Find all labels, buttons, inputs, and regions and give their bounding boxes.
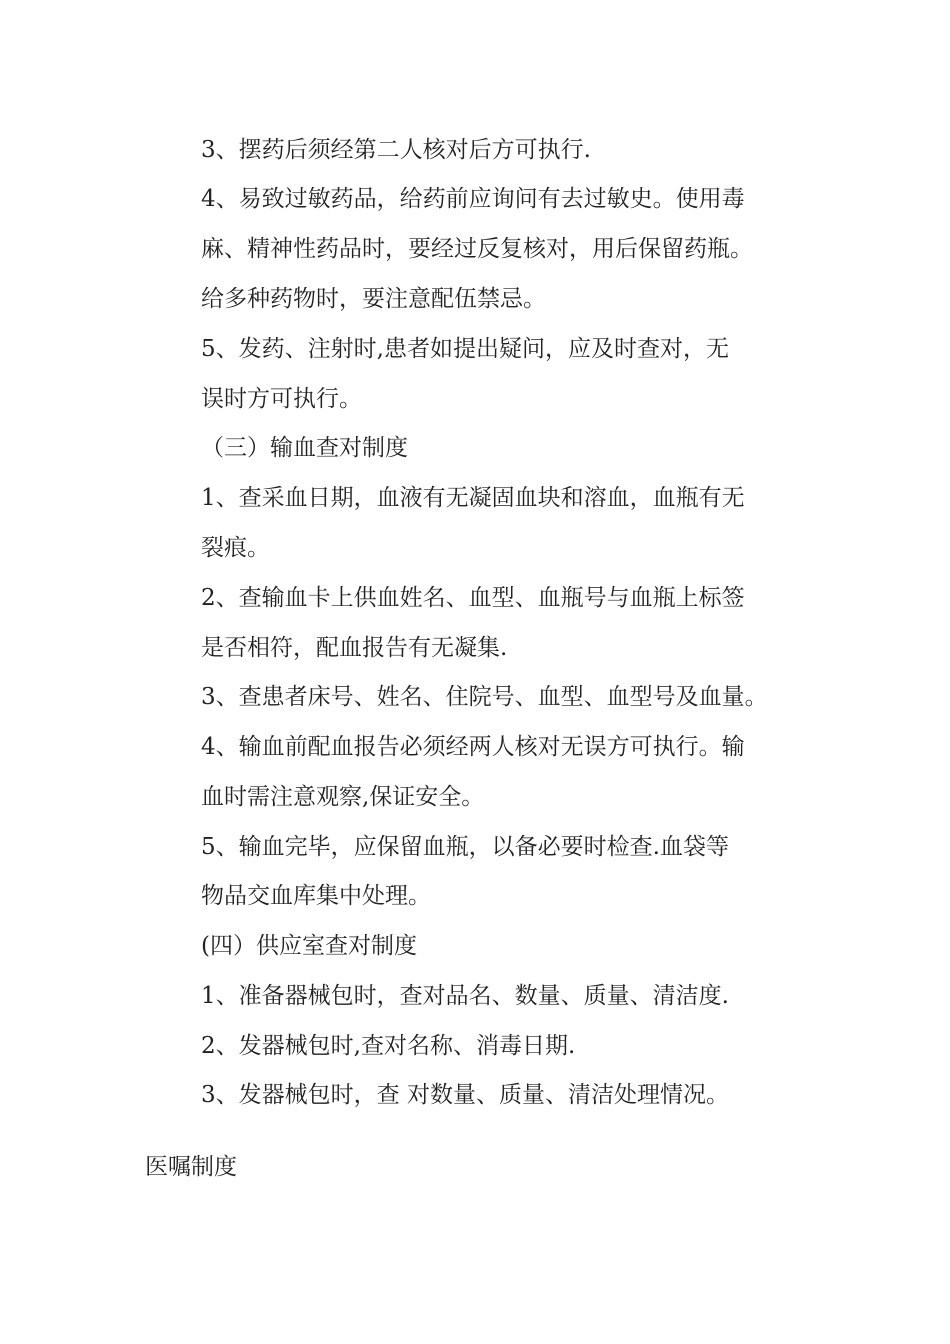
text-line: 3、查患者床号、姓名、住院号、血型、血型号及血量。 [201,684,768,710]
text-line: 误时方可执行。 [201,386,362,412]
text-line: 给多种药物时，要注意配伍禁忌。 [201,286,546,312]
text-line: 血时需注意观察,保证安全。 [201,784,485,810]
text-line: 2、查输血卡上供血姓名、血型、血瓶号与血瓶上标签 [201,585,745,611]
text-line: 1、查采血日期，血液有无凝固血块和溶血，血瓶有无 [201,485,745,511]
text-line: 4、易致过敏药品，给药前应询问有去过敏史。使用毒 [201,186,745,212]
text-line: 是否相符，配血报告有无凝集. [201,635,508,661]
chapter-heading: 医嘱制度 [145,1154,237,1180]
section-heading: （三）输血查对制度 [201,435,408,461]
text-line: 1、准备器械包时，查对品名、数量、质量、清洁度. [201,983,729,1009]
text-line: 物品交血库集中处理。 [201,883,431,909]
text-line: 裂痕。 [201,535,270,561]
text-line: 3、摆药后须经第二人核对后方可执行. [201,137,591,163]
text-line: 5、发药、注射时,患者如提出疑问，应及时查对，无 [201,336,729,362]
text-line: 5、输血完毕，应保留血瓶，以备必要时检查.血袋等 [201,834,729,860]
text-line: 2、发器械包时,查对名称、消毒日期. [201,1033,576,1059]
text-line: 4、输血前配血报告必须经两人核对无误方可执行。输 [201,734,745,760]
text-line: 麻、精神性药品时，要经过反复核对，用后保留药瓶。 [201,236,753,262]
text-line: 3、发器械包时，查 对数量、质量、清洁处理情况。 [201,1082,729,1108]
section-heading: (四）供应室查对制度 [201,933,417,959]
